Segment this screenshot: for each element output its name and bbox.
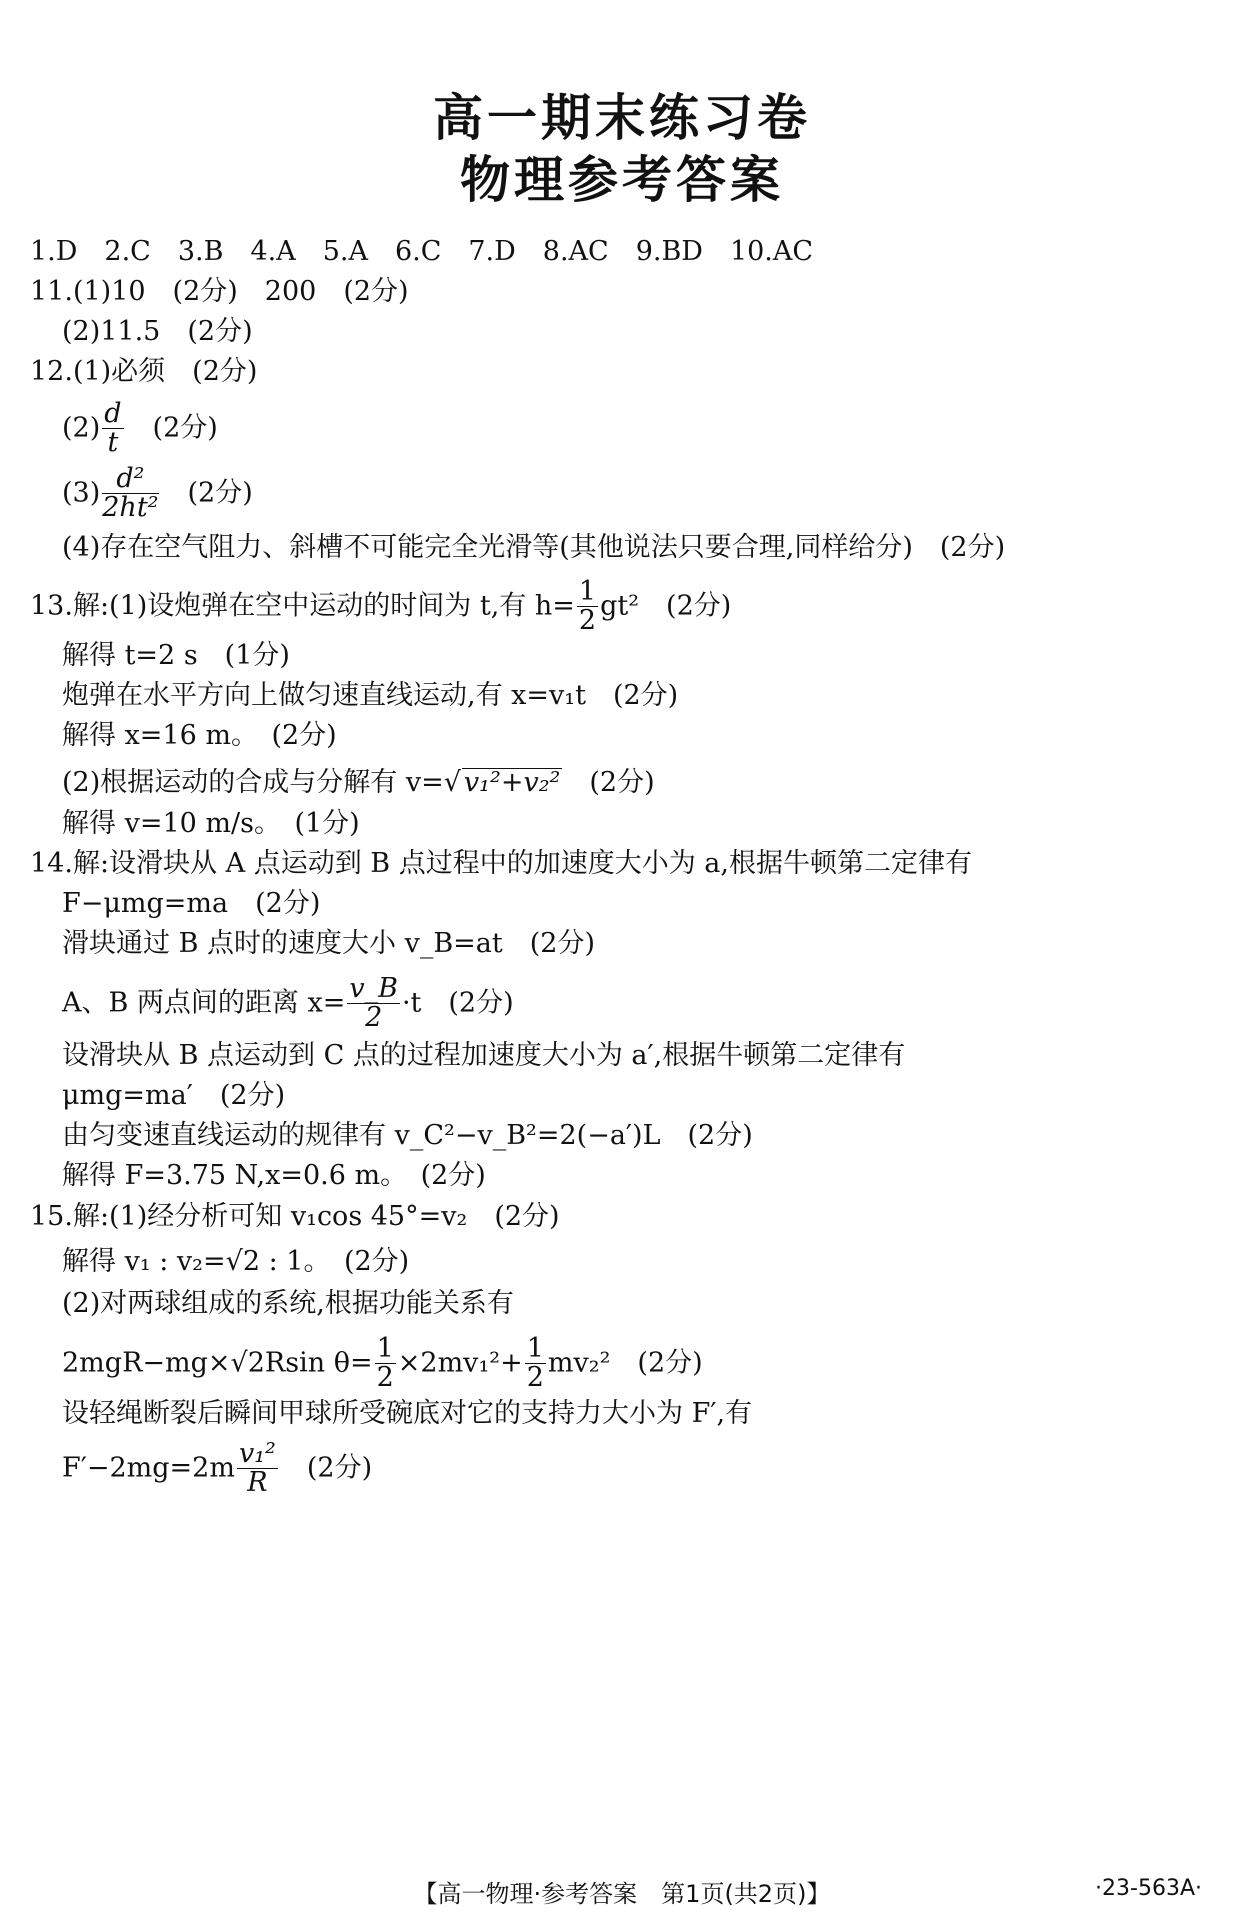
q15-l4-fraction2 bbox=[525, 1335, 546, 1393]
q15-l6-score: (2分) bbox=[306, 1452, 373, 1484]
page-code: ·23-563A· bbox=[1095, 1876, 1202, 1901]
q15-l6-den: R bbox=[247, 1467, 268, 1499]
q15-l4-n1: 1 bbox=[376, 1333, 394, 1364]
q12-p3-den: 2ht² bbox=[102, 492, 159, 524]
q15-line2: 解得 v₁ : v₂=√2 : 1。 (2分) bbox=[62, 1246, 410, 1277]
q13-l1-tail: gt² (2分) bbox=[600, 590, 732, 622]
q12-p2-num: d bbox=[104, 398, 122, 429]
q13-line5 bbox=[62, 768, 655, 796]
q14-l4-tail: ·t (2分) bbox=[401, 987, 514, 1019]
q13-l1-text: 13.解:(1)设炮弹在空中运动的时间为 t,有 h= bbox=[30, 590, 575, 622]
q13-line6: 解得 v=10 m/s。 (1分) bbox=[62, 808, 360, 839]
title-line-1: 高一期末练习卷 bbox=[433, 89, 811, 147]
q13-l5-radicand: v₁²+v₂² bbox=[463, 767, 561, 798]
q15-line4 bbox=[62, 1335, 703, 1393]
q13-l5-score: (2分) bbox=[589, 767, 655, 798]
q14-line3: 滑块通过 B 点时的速度大小 v_B=at (2分) bbox=[62, 928, 595, 959]
q13-line2: 解得 t=2 s (1分) bbox=[62, 640, 290, 671]
q13-l5-text: (2)根据运动的合成与分解有 v=√ bbox=[62, 767, 461, 798]
q15-l4-n2: 1 bbox=[526, 1333, 544, 1364]
q14-l4-num: v_B bbox=[349, 973, 398, 1004]
q15-line5: 设轻绳断裂后瞬间甲球所受碗底对它的支持力大小为 F′,有 bbox=[62, 1398, 753, 1429]
q14-line2: F−μmg=ma (2分) bbox=[62, 888, 321, 919]
q15-l6-fraction bbox=[237, 1440, 278, 1498]
q15-l4-d1: 2 bbox=[376, 1362, 394, 1394]
q14-l4-fraction bbox=[347, 975, 400, 1033]
q14-line1: 14.解:设滑块从 A 点运动到 B 点过程中的加速度大小为 a,根据牛顿第二定律有 bbox=[30, 848, 972, 879]
q13-l1-fraction bbox=[577, 578, 598, 636]
q13-l1-den: 2 bbox=[578, 605, 597, 637]
q13-line1 bbox=[30, 578, 731, 636]
q12-part3 bbox=[62, 465, 253, 523]
page-footer: 【高一物理·参考答案 第1页(共2页)】 bbox=[413, 1880, 831, 1908]
q12-p3-num: d² bbox=[102, 465, 158, 494]
q12-p2-fraction bbox=[102, 400, 123, 458]
q14-l4-text: A、B 两点间的距离 x= bbox=[62, 987, 346, 1019]
q15-l4-c: mv₂² (2分) bbox=[547, 1347, 703, 1379]
q14-line7: 由匀变速直线运动的规律有 v_C²−v_B²=2(−a′)L (2分) bbox=[62, 1120, 753, 1151]
q15-l4-fraction1 bbox=[375, 1335, 396, 1393]
q13-line3: 炮弹在水平方向上做匀速直线运动,有 x=v₁t (2分) bbox=[62, 680, 679, 711]
mc-answers: 1.D 2.C 3.B 4.A 5.A 6.C 7.D 8.AC 9.BD 10.AC bbox=[30, 236, 814, 267]
q14-line8: 解得 F=3.75 N,x=0.6 m。 (2分) bbox=[62, 1160, 486, 1191]
q15-l6-a: F′−2mg=2m bbox=[62, 1452, 235, 1484]
q11-part1: 11.(1)10 (2分) 200 (2分) bbox=[30, 276, 409, 307]
q14-line5: 设滑块从 B 点运动到 C 点的过程加速度大小为 a′,根据牛顿第二定律有 bbox=[62, 1040, 906, 1071]
q12-p2-score: (2分) bbox=[152, 412, 218, 444]
q15-line3: (2)对两球组成的系统,根据功能关系有 bbox=[62, 1288, 514, 1319]
q15-l4-a: 2mgR−mg×√2Rsin θ= bbox=[62, 1347, 373, 1379]
q12-p3-prefix: (3) bbox=[62, 477, 101, 509]
q14-l4-den: 2 bbox=[365, 1002, 383, 1034]
q12-part4: (4)存在空气阻力、斜槽不可能完全光滑等(其他说法只要合理,同样给分) (2分) bbox=[62, 532, 1006, 563]
q14-line6: μmg=ma′ (2分) bbox=[62, 1080, 286, 1111]
q15-l4-b: ×2mv₁²+ bbox=[397, 1347, 523, 1379]
title-line-2: 物理参考答案 bbox=[460, 151, 784, 209]
q12-p3-fraction bbox=[102, 465, 158, 523]
q15-l6-num: v₁² bbox=[238, 1438, 276, 1469]
q15-line1: 15.解:(1)经分析可知 v₁cos 45°=v₂ (2分) bbox=[30, 1201, 560, 1232]
q12-p3-score: (2分) bbox=[187, 477, 253, 509]
q12-part1: 12.(1)必须 (2分) bbox=[30, 356, 258, 387]
q12-part2 bbox=[62, 400, 218, 458]
q13-l1-num: 1 bbox=[578, 576, 597, 607]
q11-part2: (2)11.5 (2分) bbox=[62, 316, 253, 347]
q15-l4-d2: 2 bbox=[526, 1362, 544, 1394]
q13-line4: 解得 x=16 m。 (2分) bbox=[62, 720, 337, 751]
q14-line4 bbox=[62, 975, 514, 1033]
q15-line6 bbox=[62, 1440, 372, 1498]
q12-p2-den: t bbox=[107, 427, 119, 459]
q12-p2-prefix: (2) bbox=[62, 412, 101, 444]
